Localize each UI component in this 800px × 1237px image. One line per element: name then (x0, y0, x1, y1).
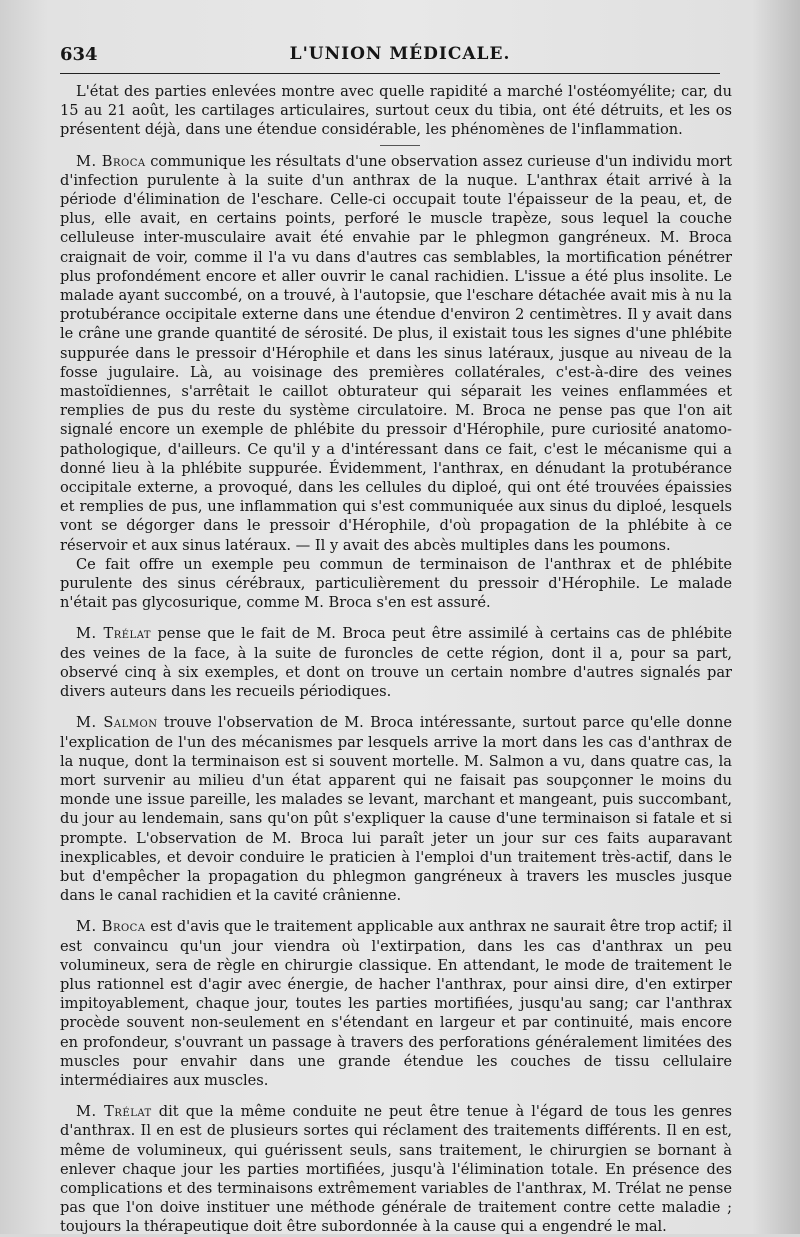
speaker-name: M. Broca (76, 918, 146, 936)
page-header (60, 42, 740, 72)
header-rule (60, 73, 720, 74)
speaker-name: M. Salmon (76, 714, 158, 732)
speaker-name: M. Trélat (76, 625, 152, 643)
paragraph: M. Broca communique les résultats d'une observation assez curieuse d'un individu mort d'infection purulente à la suite d'un anthrax de la nuque. L'anthrax était arrivé à la période d'élimination de l'eschare. Celle-ci occupait toute l'épaisseur de la peau, et, de plus, elle avait, en certains points, perforé le muscle trapèze, sous lequel la couche celluleuse inter-musculaire avait été envahie par le phlegmon gangréneux. M. Broca craignait de voir, comme il l'a vu dans d'autres cas semblables, la mortification pénétrer plus profondément encore et aller ouvrir le canal rachidien. L'issue a été plus insolite. Le malade ayant succombé, on a trouvé, à l'autopsie, que l'eschare détachée avait mis à nu la protubérance occipitale externe dans une étendue d'environ 2 centimètres. Il y avait dans le crâne une grande quantité de sérosité. De plus, il existait tous les signes d'une phlébite suppurée dans le pressoir d'Hérophile et dans les sinus latéraux, jusque au niveau de la fosse jugulaire. Là, au voisinage des premières collatérales, c'est-à-dire des veines mastoïdiennes, s'arrêtait le caillot obturateur qui séparait les veines enflammées et remplies de pus du reste du système circulatoire. M. Broca ne pense pas que l'on ait signalé encore un exemple de phlébite du pressoir d'Hérophile, pure curiosité anatomo-pathologique, d'ailleurs. Ce qu'il y a d'intéressant dans ce fait, c'est le mécanisme qui a donné lieu à la phlébite suppurée. Évidemment, l'anthrax, en dénudant la protubérance occipitale externe, a provoqué, dans les cellules du diploé, qui ont été trouvées épaissies et remplies de pus, une inflammation qui s'est communiquée aux sinus du diploé, lesquels vont se dégorger dans le pressoir d'Hérophile, d'où propagation de la phlébite à ce réservoir et aux sinus latéraux. — Il y avait des abcès multiples dans les poumons. (60, 152, 732, 554)
paragraph: L'état des parties enlevées montre avec quelle rapidité a marché l'ostéomyélite; car, du 15 au 21 août, les cartilages articulaires, surtout ceux du tibia, ont été détruits, et les os présentent déjà, dans une étendue considérable, les phénomènes de l'inflammation. (60, 83, 732, 139)
paragraph: M. Salmon trouve l'observation de M. Broca intéressante, surtout parce qu'elle donne l'explication de l'un des mécanismes par lesquels arrive la mort dans les cas d'anthrax de la nuque, dont la terminaison est si souvent mortelle. M. Salmon a vu, dans quatre cas, la mort survenir au milieu d'un état apparent qui ne faisait pas soupçonner le moins du monde une issue pareille, les malades se levant, marchant et mangeant, puis succombant, du jour au lendemain, sans qu'on pût s'expliquer la cause d'une terminaison si fatale et si prompte. L'observation de M. Broca lui paraît jeter un jour sur ces faits auparavant inexplicables, et devoir conduire le praticien à l'emploi d'un traitement très-actif, dans le but d'empêcher la propagation du phlegmon gangréneux à travers les muscles jusque dans le canal rachidien et la cavité crânienne. (60, 714, 732, 905)
paragraph: Ce fait offre un exemple peu commun de terminaison de l'anthrax et de phlébite purulente des sinus cérébraux, particulièrement du pressoir d'Hérophile. Le malade n'était pas glycosurique, comme M. Broca s'en est assuré. (60, 555, 732, 612)
paragraph: M. Trélat pense que le fait de M. Broca peut être assimilé à certains cas de phlébite des veines de la face, à la suite de furoncles de cette région, dont il a, pour sa part, observé cinq à six exemples, et dont on trouve un certain nombre d'autres signalés par divers auteurs dans les recueils périodiques. (60, 625, 732, 701)
section-separator (60, 140, 732, 152)
article-body (60, 82, 732, 1237)
speaker-name: M. Broca (76, 152, 146, 170)
paragraph: M. Trélat dit que la même conduite ne peut être tenue à l'égard de tous les genres d'anthrax. Il en est de plusieurs sortes qui réclament des traitements différents. Il en est, même de volumineux, qui guérissent seuls, sans traitement, le chirurgien se bornant à enlever chaque jour les parties mortifiées, jusqu'à l'élimination totale. En présence des complications et des terminaisons extrêmement variables de l'anthrax, M. Trélat ne pense pas que l'on doive instituer une méthode générale de traitement contre cette maladie ; toujours la thérapeutique doit être subordonnée à la cause qui a engendré le mal. (60, 1103, 732, 1236)
running-head: L'UNION MÉDICALE. (289, 44, 511, 64)
paragraph: M. Broca est d'avis que le traitement applicable aux anthrax ne saurait être trop actif; il est convaincu qu'un jour viendra où l'extirpation, dans les cas d'anthrax un peu volumineux, sera de règle en chirurgie classique. En attendant, le mode de traitement le plus rationnel est d'agir avec énergie, de hacher l'anthrax, pour ainsi dire, d'en extirper impitoyablement, chaque jour, toutes les parties mortifiées, jusqu'au sang; car l'anthrax procède souvent non-seulement en s'étendant en largeur et par continuité, mais encore en profondeur, s'ouvrant un passage à travers des perforations généralement limitées des muscles pour envahir dans une grande étendue les couches de tissu cellulaire intermédiaires aux muscles. (60, 918, 733, 1089)
page-number: 634 (60, 44, 98, 65)
speaker-name: M. Trélat (76, 1103, 152, 1121)
